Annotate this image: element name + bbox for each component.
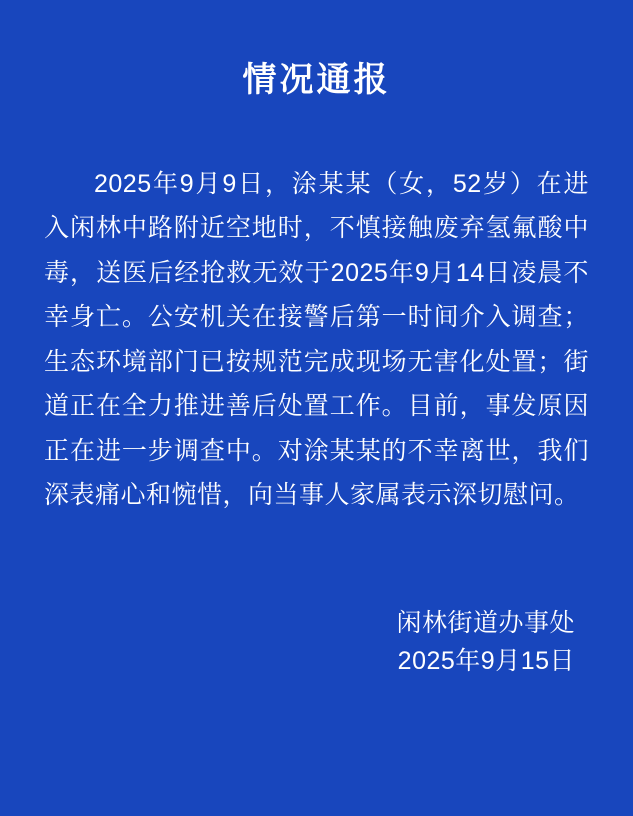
- announcement-body: 2025年9月9日，涂某某（女，52岁）在进入闲林中路附近空地时，不慎接触废弃氢氟酸中毒，送医后经抢救无效于2025年9月14日凌晨不幸身亡。公安机关在接警后第一时间介入调查；生态环境部门已按规范完成现场无害化处置；街道正在全力推进善后处置工作。目前，事发原因正在进一步调查中。对涂某某的不幸离世，我们深表痛心和惋惜，向当事人家属表示深切慰问。: [44, 169, 589, 510]
- signature-block: [0, 604, 575, 682]
- page-title: 情况通报: [242, 61, 391, 99]
- signature-date: 2025年9月15日: [397, 647, 575, 676]
- bottom-spacer: [0, 681, 633, 816]
- signature-issuer: 闲林街道办事处: [396, 608, 575, 637]
